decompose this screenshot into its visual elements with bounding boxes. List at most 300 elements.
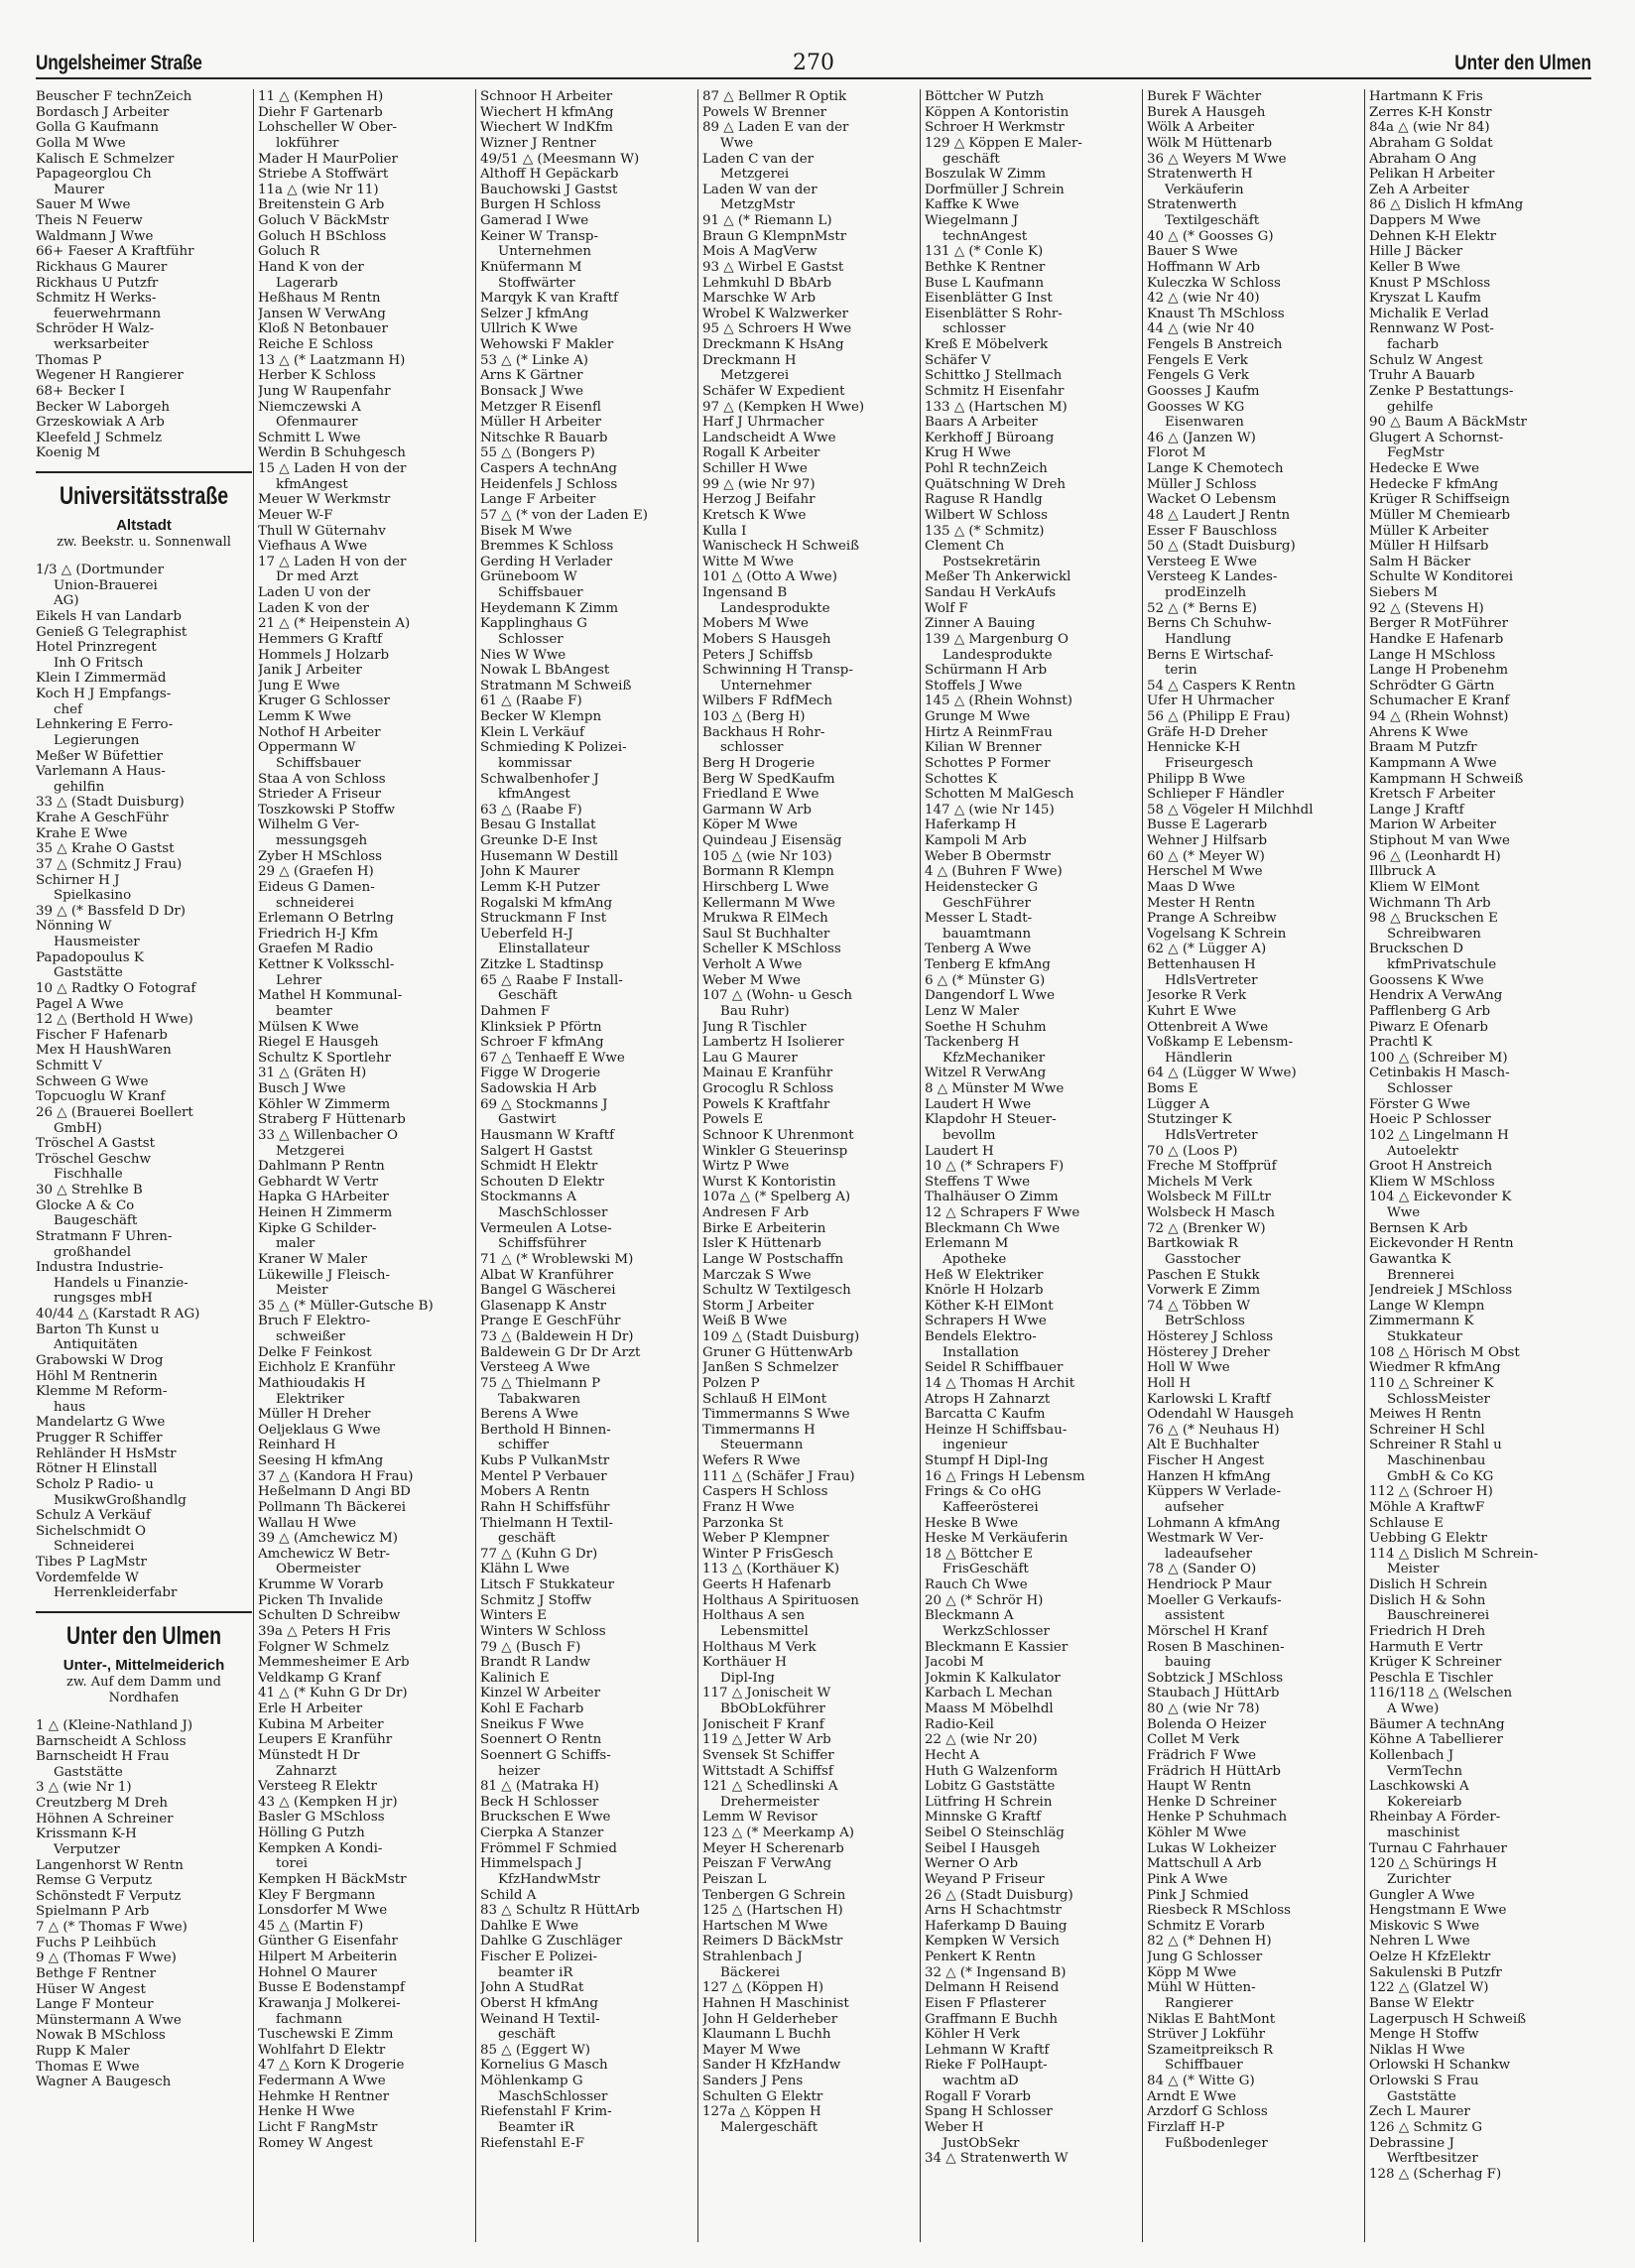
page-header — [36, 46, 1591, 79]
directory-entry: Eickevonder H Rentn — [1369, 1236, 1514, 1252]
entry-continuation: technAngest — [943, 228, 1028, 244]
directory-entry: 122 △ (Glatzel W) — [1369, 1980, 1489, 1996]
entry-continuation: Union-Brauerei — [54, 577, 158, 593]
entry-continuation: HdlsVertreter — [1165, 1127, 1258, 1143]
entry-continuation: beamter — [276, 1003, 332, 1019]
entry-continuation: Schiffsführer — [498, 1236, 586, 1252]
directory-entry: Zyber H MSchloss — [258, 848, 383, 864]
directory-entry: Andresen F Arb — [702, 1205, 810, 1220]
directory-entry: Waldmann J Wwe — [36, 228, 154, 244]
directory-entry: Günther G Eisenfahr — [258, 1934, 398, 1950]
directory-entry: Riefenstahl E-F — [480, 2135, 585, 2151]
directory-entry: Straberg F Hüttenarb — [258, 1112, 406, 1128]
directory-entry: Sauer M Wwe — [36, 197, 131, 213]
entry-continuation: Eisenwaren — [1165, 415, 1244, 431]
directory-entry: 97 △ (Kempken H Wwe) — [702, 399, 865, 415]
directory-entry: Dreckmann K HsAng — [702, 337, 844, 352]
entry-continuation: Kaffeerösterei — [943, 1499, 1039, 1515]
directory-entry: Polzen P — [702, 1375, 760, 1391]
directory-entry: Westmark W Ver- — [1147, 1531, 1264, 1547]
directory-entry: Turnau C Fahrhauer — [1369, 1840, 1507, 1856]
directory-entry: Nehren L Wwe — [1369, 1934, 1470, 1950]
directory-entry: Baldewein G Dr Dr Arzt — [480, 1344, 641, 1360]
directory-entry: Karbach L Mechan — [925, 1686, 1053, 1701]
directory-entry: Menge H Stoffw — [1369, 2027, 1479, 2043]
directory-entry: 63 △ (Raabe F) — [480, 802, 582, 818]
directory-entry: Burek F Wächter — [1147, 89, 1262, 104]
directory-entry: Müller J Schloss — [1147, 476, 1257, 492]
directory-entry: Heinze H Schiffsbau- — [925, 1422, 1068, 1438]
street-section-header — [36, 471, 252, 551]
directory-entry: Hanzen H kfmAng — [1147, 1468, 1271, 1484]
directory-entry: Berns Ch Schuhw- — [1147, 616, 1272, 632]
directory-entry: 6 △ (* Münster G) — [925, 972, 1046, 988]
directory-entry: Müller H Arbeiter — [480, 415, 601, 431]
directory-entry: Kley F Bergmann — [258, 1887, 376, 1903]
directory-entry: Clement Ch — [925, 539, 1005, 555]
directory-entry: Lemm K-H Putzer — [480, 879, 600, 895]
directory-entry: Tröschel Geschw — [36, 1151, 151, 1167]
directory-entry: Winters E — [480, 1608, 548, 1624]
directory-entry: Glocke A & Co — [36, 1197, 135, 1213]
directory-entry: Kettner K Volksschl- — [258, 957, 395, 972]
page-number: 270 — [793, 51, 834, 75]
directory-entry: Hotel Prinzregent — [36, 640, 157, 656]
entry-continuation: bauing — [1165, 1655, 1211, 1671]
directory-entry: 10 △ Radtky O Fotograf — [36, 980, 196, 996]
entry-continuation: heizer — [498, 1763, 541, 1779]
directory-entry: Laden K von der — [258, 600, 369, 616]
entry-continuation: Schreibwaren — [1387, 926, 1481, 942]
directory-entry: 131 △ (* Conle K) — [925, 244, 1044, 260]
entry-continuation: Handels u Finanzie- — [54, 1275, 189, 1291]
directory-entry: Krüger K Schreiner — [1369, 1655, 1502, 1671]
directory-entry: Firzlaff H-P — [1147, 2119, 1225, 2135]
directory-entry: Schouten D Elektr — [480, 1174, 605, 1190]
directory-entry: Wilbert W Schloss — [925, 507, 1049, 523]
directory-entry: Abraham O Ang — [1369, 151, 1477, 167]
entry-continuation: schlosser — [720, 740, 784, 756]
entry-continuation: terin — [1165, 663, 1197, 679]
directory-entry: Heske B Wwe — [925, 1515, 1019, 1531]
directory-entry: 71 △ (* Wroblewski M) — [480, 1251, 634, 1267]
directory-entry: Kipke G Schilder- — [258, 1220, 377, 1236]
directory-entry: Prange A Schreibw — [1147, 911, 1277, 927]
entry-continuation: Gaststätte — [54, 1764, 123, 1780]
entry-continuation: kommissar — [498, 755, 571, 771]
directory-entry: 67 △ Tenhaeff E Wwe — [480, 1050, 625, 1066]
directory-entry: Grabowski W Drog — [36, 1352, 164, 1368]
directory-entry: Hartschen M Wwe — [702, 1918, 828, 1934]
entry-continuation: Elektriker — [276, 1391, 344, 1407]
directory-entry: Seibel I Hausgeh — [925, 1840, 1041, 1856]
directory-entry: Weyand P Friseur — [925, 1871, 1045, 1887]
entry-continuation: werksarbeiter — [54, 337, 149, 352]
directory-entry: Bruckschen E Wwe — [480, 1810, 611, 1826]
column-6 — [1147, 89, 1363, 2242]
directory-entry: Besau G Installat — [480, 818, 596, 833]
entry-continuation: Bauschreinerei — [1387, 1608, 1490, 1624]
directory-entry: Dangendorf L Wwe — [925, 988, 1056, 1004]
directory-entry: 86 △ Dislich H kfmAng — [1369, 197, 1524, 213]
directory-entry: Schittko J Stellmach — [925, 368, 1063, 384]
directory-entry: Stiphout M van Wwe — [1369, 833, 1510, 848]
directory-entry: Strüver J Lokführ — [1147, 2027, 1266, 2043]
entry-continuation: Steuermann — [720, 1438, 804, 1453]
directory-entry: Busse E Lagerarb — [1147, 818, 1268, 833]
directory-entry: 41 △ (* Kuhn G Dr Dr) — [258, 1686, 408, 1701]
directory-entry: 92 △ (Stevens H) — [1369, 600, 1484, 616]
directory-entry: Jendreiek J MSchloss — [1369, 1283, 1513, 1299]
directory-entry: Wallau H Wwe — [258, 1515, 357, 1531]
directory-entry: Nothof H Arbeiter — [258, 724, 381, 740]
directory-columns — [36, 89, 1591, 2242]
directory-entry: Marczak S Wwe — [702, 1267, 812, 1283]
directory-entry: Friedrich H-J Kfm — [258, 926, 379, 942]
directory-entry: Henke D Schreiner — [1147, 1794, 1277, 1810]
entry-continuation: Stukkateur — [1387, 1329, 1462, 1344]
directory-entry: Eisenblätter S Rohr- — [925, 306, 1063, 321]
directory-entry: Rötner H Elinstall — [36, 1461, 158, 1477]
directory-entry: Heske M Verkäuferin — [925, 1531, 1069, 1547]
directory-entry: Schottes K — [925, 771, 998, 787]
directory-entry: Ottenbreit A Wwe — [1147, 1019, 1269, 1035]
directory-entry: Stratenwerth — [1147, 197, 1237, 213]
directory-entry: Heinen H Zimmerm — [258, 1205, 393, 1220]
directory-entry: Struckmann F Inst — [480, 911, 607, 927]
directory-entry: Keller B Wwe — [1369, 259, 1460, 275]
directory-entry: Zitzke L Stadtinsp — [480, 957, 604, 972]
directory-entry: Kuleczka W Schloss — [1147, 275, 1281, 291]
directory-entry: Bethke K Rentner — [925, 259, 1046, 275]
directory-entry: Mörschel H Kranf — [1147, 1623, 1268, 1639]
directory-entry: Schäfer V — [925, 352, 991, 368]
entry-continuation: Friseurgesch — [1165, 755, 1254, 771]
directory-entry: Versteeg E Wwe — [1147, 554, 1257, 569]
directory-entry: Thielmann H Textil- — [480, 1515, 614, 1531]
directory-entry: 29 △ (Graefen H) — [258, 864, 374, 880]
entry-continuation: Werftbesitzer — [1387, 2151, 1478, 2167]
directory-entry: 127 △ (Köppen H) — [702, 1980, 824, 1996]
directory-entry: Klapdohr H Steuer- — [925, 1112, 1057, 1128]
directory-entry: Köpp M Wwe — [1147, 1964, 1237, 1980]
directory-entry: Mathioudakis H — [258, 1375, 366, 1391]
running-head-right: Unter den Ulmen — [1454, 52, 1591, 74]
entry-continuation: Schlosser — [498, 631, 564, 647]
directory-entry: Bleckmann Ch Wwe — [925, 1220, 1061, 1236]
directory-entry: Bangel G Wäscherei — [480, 1283, 616, 1299]
directory-entry: Hengstmann E Wwe — [1369, 1903, 1507, 1919]
directory-entry: Ahrens K Wwe — [1369, 724, 1468, 740]
directory-entry: Tröschel A Gastst — [36, 1136, 155, 1152]
directory-entry: Kollenbach J — [1369, 1747, 1454, 1763]
directory-entry: Meiwes H Rentn — [1369, 1407, 1482, 1423]
directory-entry: Hölling G Putzh — [258, 1826, 365, 1840]
directory-entry: Berthold H Binnen- — [480, 1422, 611, 1438]
directory-entry: Basler G MSchloss — [258, 1810, 385, 1826]
directory-entry: Eideus G Damen- — [258, 879, 375, 895]
directory-entry: Versteeg K Landes- — [1147, 569, 1278, 585]
directory-entry: Eichholz E Kranführ — [258, 1360, 396, 1376]
directory-entry: Lambertz H Isolierer — [702, 1035, 844, 1051]
directory-entry: Prugger R Schiffer — [36, 1431, 163, 1446]
directory-entry: Peters J Schiffsb — [702, 647, 814, 663]
directory-entry: Kraner W Maler — [258, 1251, 367, 1267]
directory-entry: Köhler W Zimmerm — [258, 1096, 391, 1112]
entry-continuation: kfmAngest — [498, 787, 570, 803]
directory-entry: 101 △ (Otto A Wwe) — [702, 569, 837, 585]
directory-entry: 84a △ (wie Nr 84) — [1369, 120, 1490, 136]
entry-continuation: kfmAngest — [276, 476, 348, 492]
directory-entry: Heß W Elektriker — [925, 1267, 1044, 1283]
directory-entry: 44 △ (wie Nr 40 — [1147, 321, 1255, 337]
directory-entry: Schumacher E Kranf — [1369, 693, 1510, 709]
directory-entry: Bernsen K Arb — [1369, 1220, 1468, 1236]
directory-entry: Amchewicz W Betr- — [258, 1546, 391, 1562]
directory-entry: Sandau H VerkAufs — [925, 585, 1057, 600]
directory-entry: Baars A Arbeiter — [925, 415, 1038, 431]
directory-entry: Wagner A Baugesch — [36, 2075, 172, 2090]
directory-entry: Hedecke E Wwe — [1369, 461, 1480, 476]
directory-entry: Prachtl K — [1369, 1035, 1433, 1051]
directory-entry: Marion W Arbeiter — [1369, 818, 1496, 833]
directory-entry: 39 △ (Amchewicz M) — [258, 1531, 398, 1547]
entry-continuation: Fischhalle — [54, 1167, 123, 1183]
directory-entry: Kleefeld J Schmelz — [36, 430, 163, 445]
directory-entry: Glasenapp K Anstr — [480, 1298, 606, 1314]
directory-entry: Lehmann W Kraftf — [925, 2042, 1050, 2058]
directory-entry: 116/118 △ (Welschen — [1369, 1686, 1513, 1701]
entry-continuation: AG) — [54, 593, 79, 609]
entry-continuation: Wwe — [720, 135, 754, 151]
directory-entry: Knörle H Holzarb — [925, 1283, 1044, 1299]
directory-entry: Bisek M Wwe — [480, 523, 572, 539]
directory-entry: 56 △ (Philipp E Frau) — [1147, 709, 1291, 724]
street-name: Unter den Ulmen — [65, 1621, 222, 1650]
directory-entry: Holl H — [1147, 1375, 1192, 1391]
entry-continuation: Schiffbauer — [1165, 2058, 1243, 2074]
directory-entry: Heydemann K Zimm — [480, 600, 619, 616]
directory-entry: Mex H HaushWaren — [36, 1043, 172, 1059]
directory-entry: Zerres K-H Konstr — [1369, 104, 1492, 120]
column-divider — [920, 89, 921, 2242]
entry-continuation: Ofenmaurer — [276, 415, 358, 431]
directory-entry: Mainau E Kranführ — [702, 1066, 833, 1081]
directory-entry: Radio-Keil — [925, 1716, 994, 1732]
directory-entry: 12 △ Schrapers F Wwe — [925, 1205, 1080, 1220]
entry-continuation: Lebensmittel — [720, 1623, 809, 1639]
directory-entry: Küppers W Verlade- — [1147, 1484, 1282, 1500]
directory-entry: Schmidt H Elektr — [480, 1159, 598, 1175]
directory-entry: Schiller H Wwe — [702, 461, 808, 476]
directory-entry: Meßer Th Ankerwickl — [925, 569, 1071, 585]
directory-entry: Pink A Wwe — [1147, 1871, 1228, 1887]
directory-entry: 105 △ (wie Nr 103) — [702, 848, 832, 864]
entry-continuation: schneiderei — [276, 895, 354, 911]
entry-continuation: lokführer — [276, 135, 339, 151]
directory-entry: Hemmers G Kraftf — [258, 631, 383, 647]
directory-entry: Lohscheller W Ober- — [258, 120, 398, 136]
directory-entry: Soethe H Schuhm — [925, 1019, 1047, 1035]
directory-entry: Kuhrt E Wwe — [1147, 1003, 1237, 1019]
directory-entry: Rogall F Vorarb — [925, 2088, 1031, 2104]
directory-entry: 75 △ Thielmann P — [480, 1375, 601, 1391]
directory-entry: Bettenhausen H — [1147, 957, 1256, 972]
directory-entry: 129 △ Köppen E Maler- — [925, 135, 1082, 151]
directory-entry: Burek A Hausgeh — [1147, 104, 1266, 120]
directory-entry: Kaffke K Wwe — [925, 197, 1020, 213]
directory-entry: Papageorglou Ch — [36, 167, 152, 183]
directory-entry: 40 △ (* Goosses G) — [1147, 228, 1274, 244]
section-rule — [36, 1611, 252, 1613]
directory-entry: Schrödter G Gärtn — [1369, 678, 1495, 693]
directory-entry: Atrops H Zahnarzt — [925, 1391, 1051, 1407]
directory-entry: 35 △ Krahe O Gastst — [36, 841, 175, 857]
directory-entry: Schwinning H Transp- — [702, 663, 853, 679]
directory-entry: Barnscheidt H Frau — [36, 1749, 170, 1765]
entry-continuation: Meister — [1387, 1562, 1440, 1577]
entry-continuation: Drehermeister — [720, 1794, 819, 1810]
entry-continuation: Gaststätte — [1387, 2088, 1456, 2104]
directory-entry: Hösterey J Schloss — [1147, 1329, 1274, 1344]
directory-entry: Schultz W Textilgesch — [702, 1283, 851, 1299]
directory-entry: 109 △ (Stadt Duisburg) — [702, 1329, 860, 1344]
directory-entry: Niklas H Wwe — [1369, 2042, 1465, 2058]
directory-entry: Litsch F Stukkateur — [480, 1577, 615, 1592]
column-divider — [1364, 89, 1365, 2242]
directory-entry: Kempken H BäckMstr — [258, 1871, 407, 1887]
directory-entry: Vermeulen A Lotse- — [480, 1220, 612, 1236]
directory-entry: Holl W Wwe — [1147, 1360, 1230, 1376]
directory-entry: Hendriock P Maur — [1147, 1577, 1272, 1592]
directory-entry: 128 △ (Scherhag F) — [1369, 2166, 1502, 2182]
directory-entry: Scheller K MSchloss — [702, 942, 841, 957]
entry-continuation: Schiffsbauer — [276, 755, 361, 771]
directory-entry: Haferkamp H — [925, 818, 1017, 833]
directory-entry: Meßer W Büfettier — [36, 748, 163, 764]
directory-entry: Erlemann O Betrlng — [258, 911, 394, 927]
directory-entry: Timmermanns S Wwe — [702, 1407, 850, 1423]
entry-continuation: aufseher — [1165, 1499, 1224, 1515]
directory-entry: Lobitz G Gaststätte — [925, 1779, 1056, 1795]
entry-continuation: Maurer — [54, 182, 105, 197]
entry-continuation: SchlossMeister — [1387, 1391, 1490, 1407]
directory-entry: Goosses W KG — [1147, 399, 1245, 415]
directory-entry: Orlowski S Frau — [1369, 2074, 1479, 2088]
directory-entry: Rosen B Maschinen- — [1147, 1639, 1285, 1655]
directory-entry: Toszkowski P Stoffw — [258, 802, 395, 818]
directory-entry: Gungler A Wwe — [1369, 1887, 1475, 1903]
directory-entry: Thomas E Wwe — [36, 2059, 140, 2075]
directory-entry: Hahnen H Maschinist — [702, 1995, 849, 2011]
directory-entry: Dahlke G Zuschläger — [480, 1934, 622, 1950]
directory-entry: Albat W Kranführer — [480, 1267, 614, 1283]
directory-entry: 4 △ (Buhren F Wwe) — [925, 864, 1063, 880]
directory-entry: Diehr F Gartenarb — [258, 104, 383, 120]
directory-entry: Kloß N Betonbauer — [258, 321, 388, 337]
entry-continuation: gehilfin — [54, 779, 105, 795]
directory-entry: Pohl R technZeich — [925, 461, 1048, 476]
directory-entry: 107a △ (* Spelberg A) — [702, 1190, 851, 1205]
directory-entry: Schmitz H Werks- — [36, 291, 157, 307]
directory-entry: Zeh A Arbeiter — [1369, 182, 1469, 197]
entry-continuation: Installation — [943, 1344, 1020, 1360]
directory-entry: Soennert O Rentn — [480, 1732, 602, 1748]
directory-entry: Garmann W Arb — [702, 802, 812, 818]
directory-entry: 49/51 △ (Meesmann W) — [480, 151, 640, 167]
directory-entry: Alt E Buchhalter — [1147, 1438, 1259, 1453]
directory-entry: Gamerad I Wwe — [480, 213, 589, 228]
directory-entry: Lenz W Maler — [925, 1003, 1020, 1019]
directory-entry: Riefenstahl F Krim- — [480, 2104, 612, 2120]
directory-entry: Banse W Elektr — [1369, 1995, 1474, 2011]
directory-entry: Höhl M Rentnerin — [36, 1368, 158, 1384]
directory-entry: Krumme W Vorarb — [258, 1577, 384, 1592]
directory-entry: Mühl W Hütten- — [1147, 1980, 1256, 1996]
directory-entry: Lügger A — [1147, 1096, 1209, 1112]
directory-entry: 123 △ (* Meerkamp A) — [702, 1826, 855, 1840]
directory-entry: Rennwanz W Post- — [1369, 321, 1494, 337]
directory-entry: Wiegelmann J — [925, 213, 1019, 228]
entry-continuation: maschinist — [1387, 1826, 1460, 1840]
directory-entry: Braun G KlempnMstr — [702, 228, 847, 244]
directory-entry: Thull W Güternahv — [258, 523, 386, 539]
directory-entry: 16 △ Frings H Lebensm — [925, 1468, 1085, 1484]
directory-entry: Möhlenkamp G — [480, 2074, 583, 2088]
directory-entry: Goosses J Kaufm — [1147, 383, 1260, 399]
directory-entry: Lau G Maurer — [702, 1050, 798, 1066]
entry-continuation: maler — [276, 1236, 315, 1252]
directory-entry: Lemm W Revisor — [702, 1810, 818, 1826]
directory-entry: Thalhäuser O Zimm — [925, 1190, 1059, 1205]
directory-entry: Kalinich E — [480, 1670, 550, 1686]
directory-entry: Hecht A — [925, 1747, 980, 1763]
entry-continuation: Verputzer — [54, 1841, 120, 1857]
directory-entry: Tenberg A Wwe — [925, 942, 1032, 957]
directory-entry: Eisen F Pflasterer — [925, 1995, 1047, 2011]
directory-entry: Werner O Arb — [925, 1856, 1019, 1872]
directory-entry: Krahe E Wwe — [36, 825, 128, 841]
directory-entry: Schreiner R Stahl u — [1369, 1438, 1502, 1453]
directory-entry: Frömmel F Schmied — [480, 1840, 617, 1856]
directory-entry: Hausmann W Kraftf — [480, 1127, 615, 1143]
entry-continuation: Zurichter — [1387, 1871, 1451, 1887]
directory-entry: Nönning W — [36, 919, 112, 935]
directory-entry: 35 △ (* Müller-Gutsche B) — [258, 1298, 434, 1314]
directory-entry: Greunke D-E Inst — [480, 833, 598, 848]
directory-entry: Laudert H Wwe — [925, 1096, 1032, 1112]
entry-continuation: Zahnarzt — [276, 1763, 337, 1779]
entry-continuation: großhandel — [54, 1244, 131, 1260]
entry-continuation: BetrSchloss — [1165, 1314, 1245, 1329]
directory-entry: Gawantka K — [1369, 1251, 1451, 1267]
directory-entry: Laudert H — [925, 1143, 994, 1159]
directory-entry: Förster G Wwe — [1369, 1096, 1470, 1112]
directory-entry: Laden W van der — [702, 182, 818, 197]
directory-entry: 127a △ Köppen H — [702, 2104, 821, 2120]
directory-entry: Lange H MSchloss — [1369, 647, 1496, 663]
directory-entry: Gerding H Verlader — [480, 554, 613, 569]
directory-entry: Schulz A Verkäuf — [36, 1508, 151, 1524]
directory-entry: Schnoor H Arbeiter — [480, 89, 613, 104]
directory-entry: Kellermann M Wwe — [702, 895, 835, 911]
directory-entry: Haupt W Rentn — [1147, 1779, 1252, 1795]
directory-entry: Figge W Drogerie — [480, 1066, 601, 1081]
entry-continuation: GmbH & Co KG — [1387, 1468, 1494, 1484]
directory-entry: Herzog J Beifahr — [702, 492, 816, 508]
directory-entry: Seibel O Steinschläg — [925, 1826, 1065, 1840]
directory-entry: Klaumann L Buchh — [702, 2027, 831, 2043]
